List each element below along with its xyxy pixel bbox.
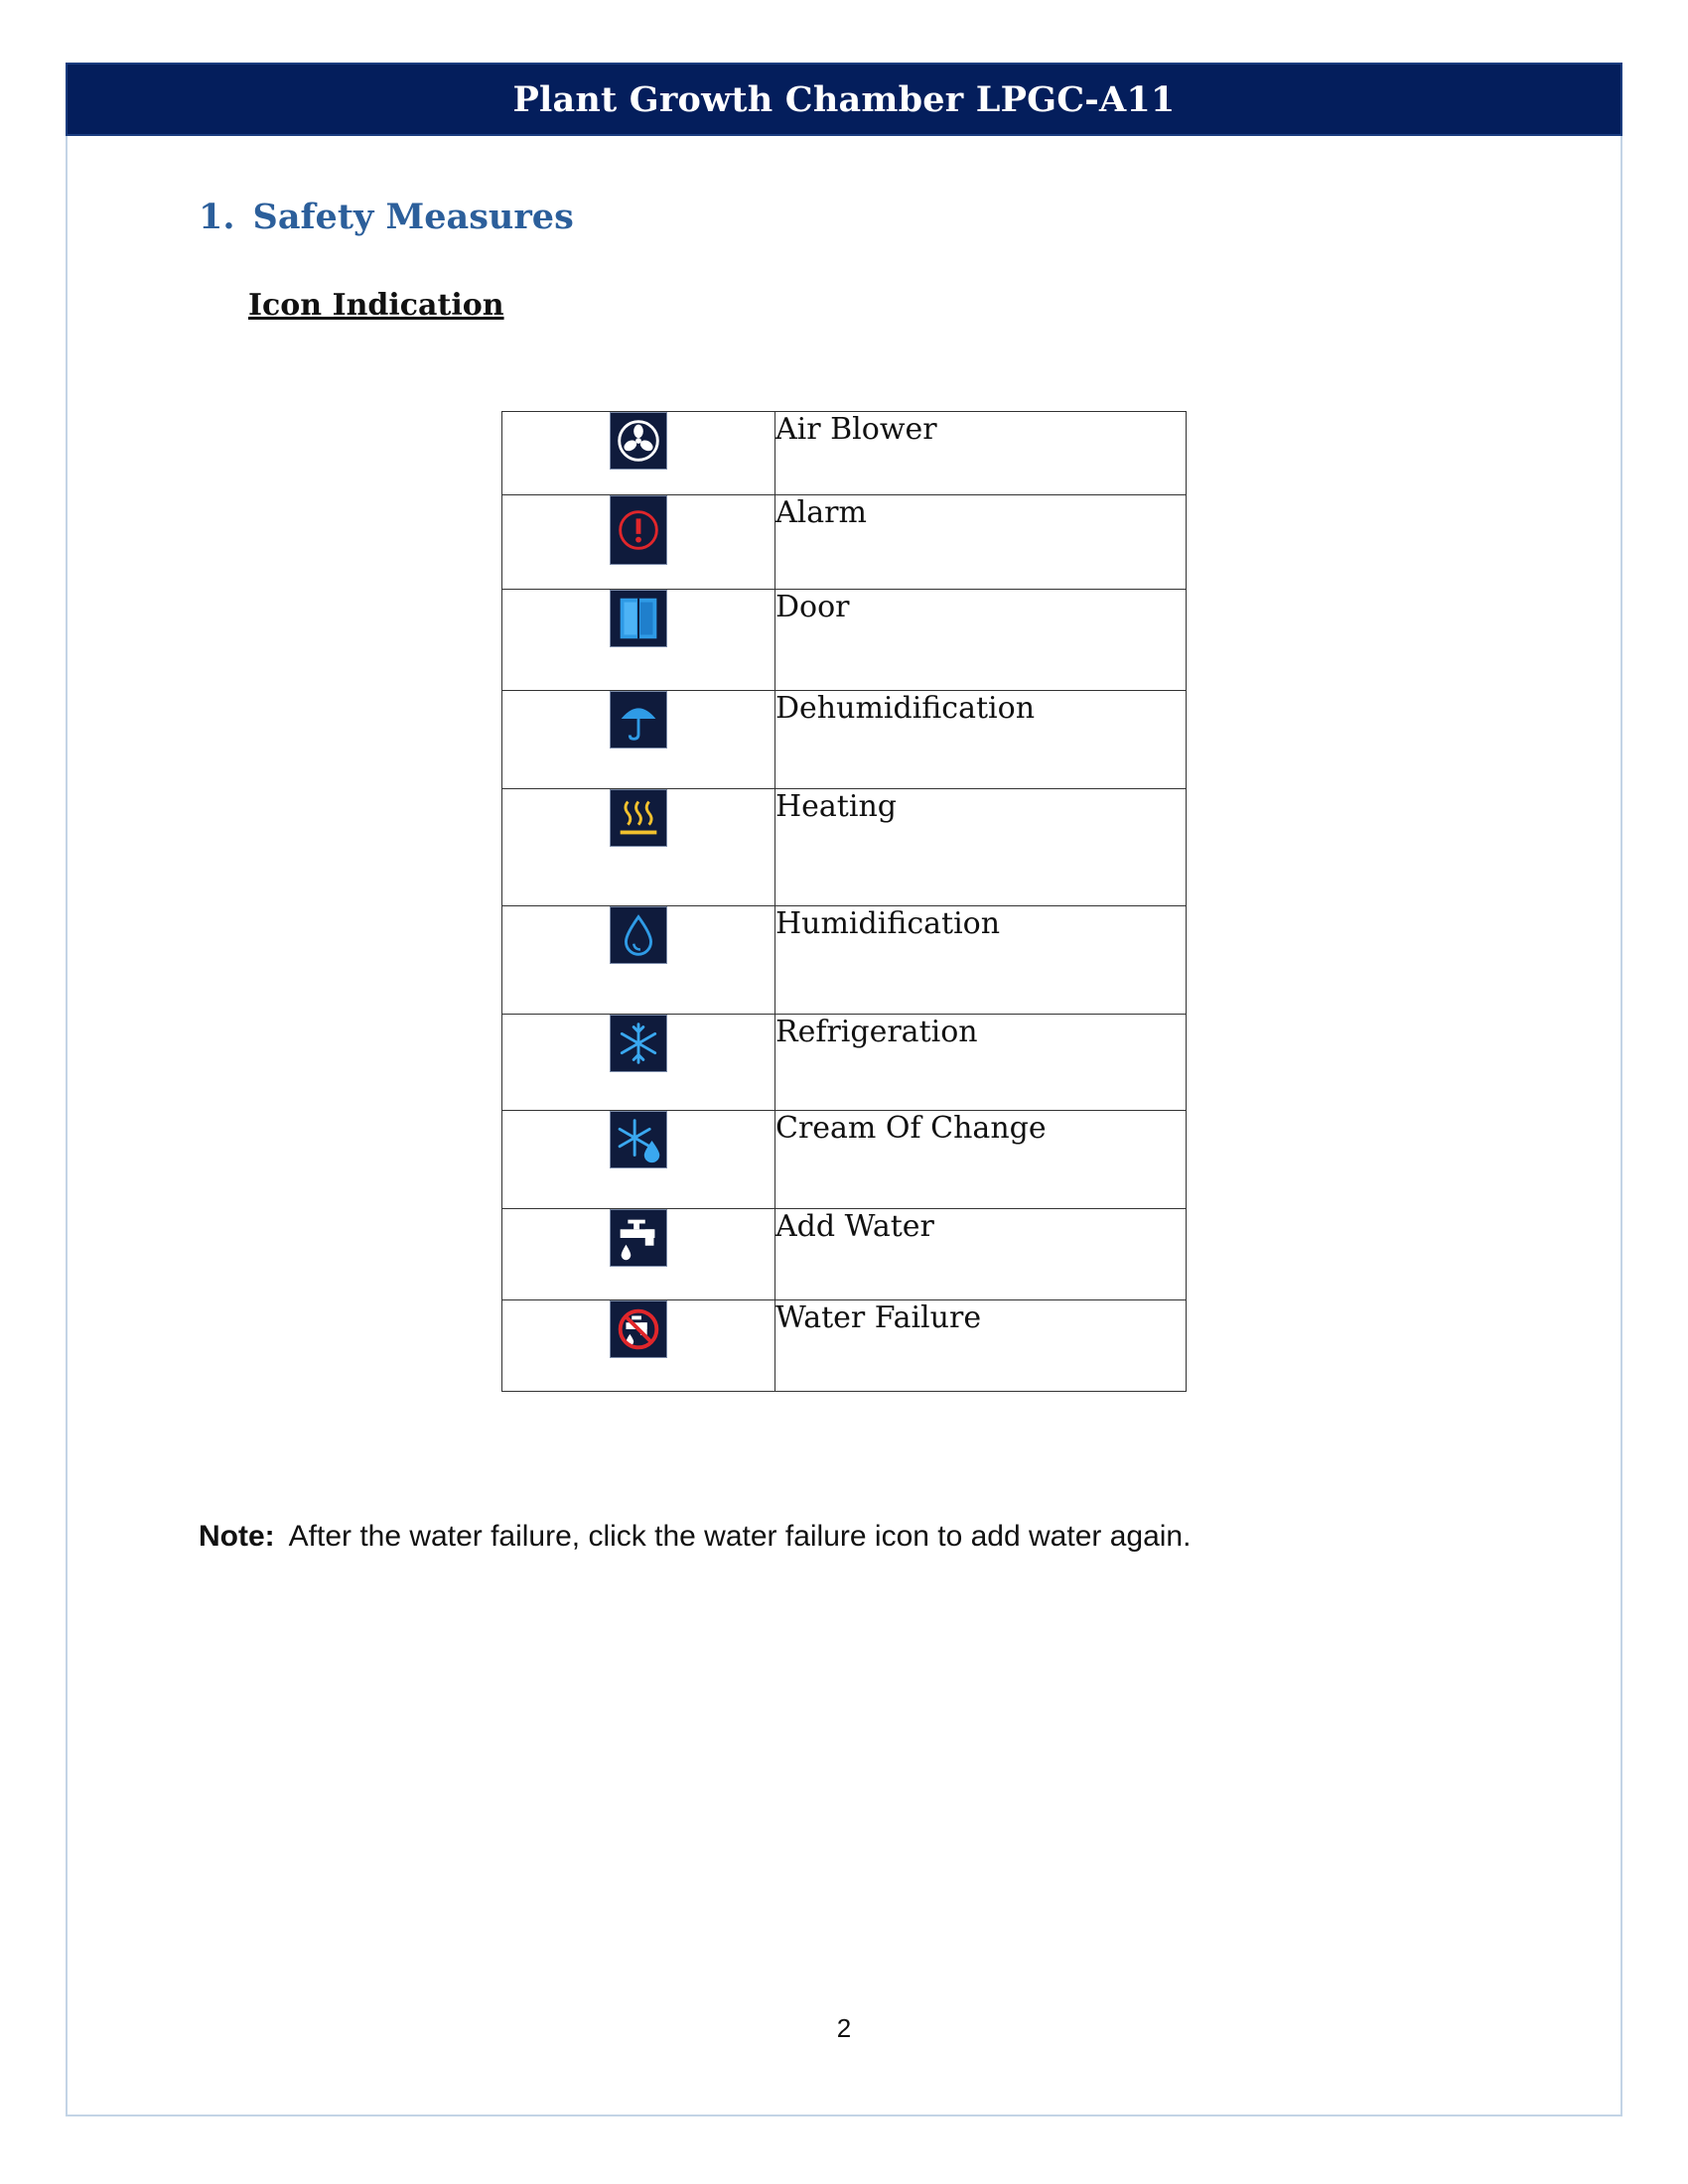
icon-cell (502, 590, 775, 691)
icon-label: Humidification (775, 906, 1187, 1015)
alarm-icon (610, 495, 667, 565)
icon-indication-table (501, 411, 1187, 1392)
icon-label: Alarm (775, 495, 1187, 590)
icon-cell (502, 495, 775, 590)
icon-cell (502, 1209, 775, 1300)
table-row (502, 1300, 1187, 1392)
header-bar (66, 63, 1622, 136)
refrigeration-icon (610, 1015, 667, 1072)
icon-label: Dehumidification (775, 691, 1187, 789)
note (199, 1519, 1191, 1554)
icon-cell (502, 1300, 775, 1392)
add-water-icon (610, 1209, 667, 1267)
table-row (502, 1111, 1187, 1209)
table-row (502, 1015, 1187, 1111)
icon-label: Water Failure (775, 1300, 1187, 1392)
dehumidification-icon (610, 691, 667, 749)
icon-label: Add Water (775, 1209, 1187, 1300)
note-label: Note: (199, 1520, 275, 1553)
heating-icon (610, 789, 667, 847)
section-heading (199, 197, 574, 237)
icon-cell (502, 1015, 775, 1111)
table-row (502, 495, 1187, 590)
page-number: 2 (836, 2013, 852, 2043)
icon-label: Cream Of Change (775, 1111, 1187, 1209)
water-failure-icon (610, 1300, 667, 1358)
air-blower-icon (610, 412, 667, 470)
table-row (502, 412, 1187, 495)
icon-cell (502, 691, 775, 789)
icon-cell (502, 412, 775, 495)
section-number: 1. (199, 197, 235, 237)
table-row (502, 789, 1187, 906)
icon-label: Air Blower (775, 412, 1187, 495)
section-title: Safety Measures (252, 197, 574, 237)
cream-of-change-icon (610, 1111, 667, 1168)
document-title: Plant Growth Chamber LPGC-A11 (512, 78, 1176, 120)
icon-label: Heating (775, 789, 1187, 906)
icon-cell (502, 906, 775, 1015)
table-row (502, 1209, 1187, 1300)
icon-label: Refrigeration (775, 1015, 1187, 1111)
humidification-icon (610, 906, 667, 964)
note-text: After the water failure, click the water failure icon to add water again. (288, 1520, 1192, 1553)
table-row (502, 691, 1187, 789)
icon-label: Door (775, 590, 1187, 691)
icon-cell (502, 789, 775, 906)
door-icon (610, 590, 667, 647)
subheading-icon-indication: Icon Indication (248, 288, 504, 323)
icon-cell (502, 1111, 775, 1209)
table-row (502, 906, 1187, 1015)
table-row (502, 590, 1187, 691)
